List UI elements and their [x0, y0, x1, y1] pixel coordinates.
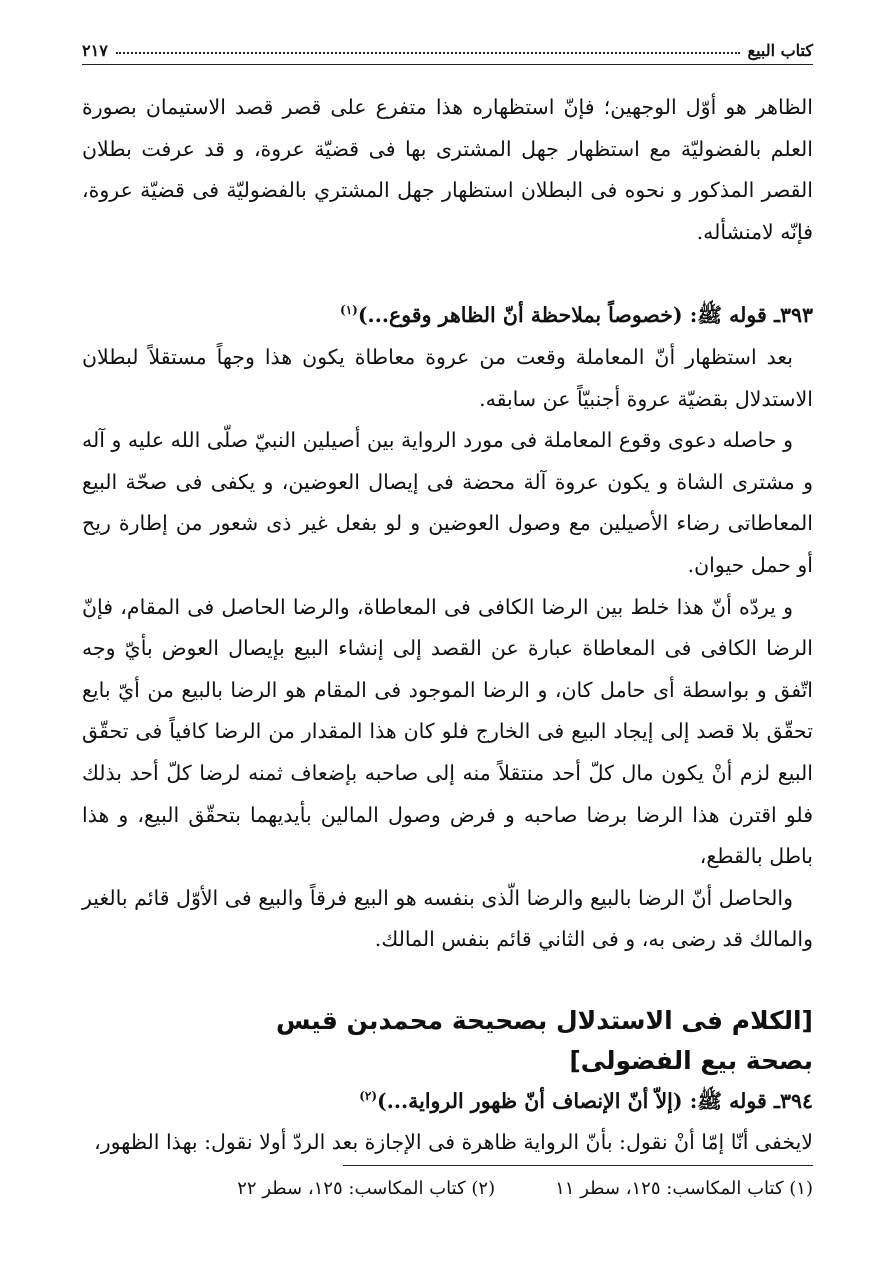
- header-dot-leader: [116, 52, 740, 54]
- page-number: ٢١٧: [82, 41, 108, 60]
- paragraph-continuation: الظاهر هو أوّل الوجهين؛ فإنّ استظهاره هذا متفرع على قصر قصد الاستيمان بصورة العلم بالفضوليّة مع استظهار جهل المشترى بها فى قضيّة عروة، و قد عرفت بطلان القصر المذكور و نحوه فى البطلان استظهار جهل المشتري بالفضوليّة فى قضيّة عروة، فإنّه لامنشأله.: [82, 95, 813, 244]
- footnote-rule: [343, 1165, 813, 1166]
- paragraph-394-a: لايخفى أنّا إمّا أنْ نقول: بأنّ الرواية ظاهرة فى الإجازة بعد الردّ أولا نقول: بهذا الظهور،: [94, 1130, 813, 1155]
- paragraph-393-a: بعد استظهار أنّ المعاملة وقعت من عروة معاطاة يكون هذا وجهاً مستقلاً لبطلان الاستدلال بقضيّة عروة أجنبيّاً عن سابقه.: [82, 344, 813, 411]
- book-title: كتاب البيع: [747, 41, 813, 60]
- footnote-1: (١) كتاب المكاسب: ١٢٥، سطر ١١: [555, 1178, 813, 1199]
- footnote-2: (٢) كتاب المكاسب: ١٢٥، سطر ٢٢: [237, 1178, 496, 1199]
- paragraph-393-b: و حاصله دعوى وقوع المعاملة فى مورد الرواية بين أصيلين النبيّ صلّى الله عليه و آله و مشترى الشاة و يكون عروة آلة محضة فى إيصال العوضين، و يكفى فى صحّة البيع المعاطاتى رضاء الأصيلين مع وصول العوضين و لو بفعل غير ذى شعور من إطارة ريح أو حمل حيوان.: [82, 428, 813, 577]
- footnotes: [80, 1178, 813, 1199]
- main-text: [82, 87, 813, 1164]
- header-rule: [82, 64, 813, 65]
- section-title-line-2: بصحة بيع الفضولى]: [569, 1045, 813, 1075]
- footnote-ref-2: (٢): [359, 1089, 378, 1104]
- item-394-heading: [82, 1081, 813, 1123]
- section-title: [82, 1001, 813, 1081]
- item-394-lead: ٣٩٤ـ قوله ﷺ: (إلاّ أنّ الإنصاف أنّ ظهور الرواية...): [377, 1088, 813, 1113]
- item-393-lead: ٣٩٣ـ قوله ﷺ: (خصوصاً بملاحظة أنّ الظاهر وقوع...): [357, 303, 813, 328]
- running-header: [82, 30, 813, 60]
- section-title-line-1: [الكلام فى الاستدلال بصحيحة محمدبن قيس: [275, 1005, 813, 1035]
- footnote-ref-1: (١): [340, 303, 358, 318]
- paragraph-393-d: والحاصل أنّ الرضا بالبيع والرضا الّذى بنفسه هو البيع فرقاً والبيع فى الأوّل قائم بالغير والمالك قد رضى به، و فى الثاني قائم بنفس المالك.: [82, 885, 813, 952]
- item-393-heading: [82, 295, 813, 337]
- paragraph-393-c: و يردّه أنّ هذا خلط بين الرضا الكافى فى المعاطاة، والرضا الحاصل فى المقام، فإنّ الرضا الكافى فى المعاطاة عبارة عن القصد إلى إنشاء البيع بإيصال العوض بأيّ وجه اتّفق و بواسطة أى حامل كان، و الرضا الموجود فى المقام هو الرضا بالبيع من أيّ بايع تحقّق بلا قصد إلى إيجاد البيع فى الخارج فلو كان هذا المقدار من الرضا كافياً فى تحقّق البيع لزم أنْ يكون مال كلّ أحد منتقلاً منه إلى صاحبه بإضعاف ثمنه لرضا كلّ أحد بذلك فلو اقترن هذا الرضا برضا صاحبه و فرض وصول المالين بأيديهما بتحقّق البيع، و هذا باطل بالقطع،: [82, 594, 813, 869]
